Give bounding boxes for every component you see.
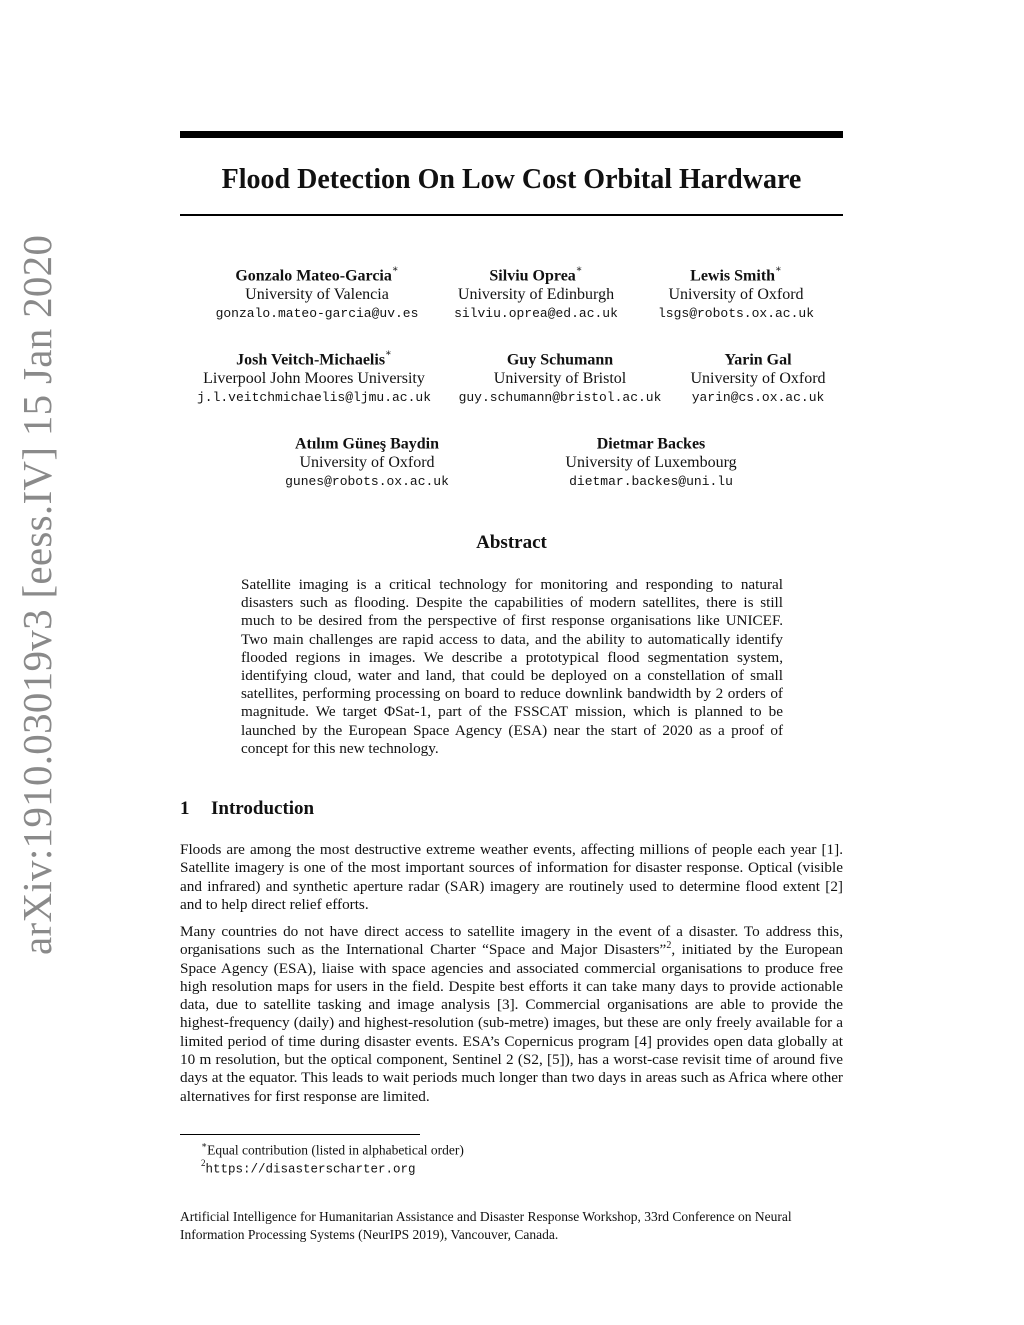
author-block — [690, 346, 825, 407]
author-email[interactable]: dietmar.backes@uni.lu — [569, 474, 733, 490]
footnote-ref: 2 — [666, 940, 672, 952]
arxiv-identifier-stamp: arXiv:1910.03019v3 [eess.IV] 15 Jan 2020 — [14, 234, 60, 955]
author-name: Lewis Smith∗ — [690, 264, 782, 285]
author-name: Silviu Oprea∗ — [489, 264, 583, 285]
author-affiliation: University of Oxford — [690, 370, 826, 388]
author-email[interactable]: gunes@robots.ox.ac.uk — [285, 474, 449, 490]
author-email[interactable]: yarin@cs.ox.ac.uk — [691, 390, 825, 406]
author-block — [459, 346, 662, 407]
author-affiliation: University of Edinburgh — [457, 286, 615, 304]
title-bottom-rule — [180, 214, 843, 216]
abstract-heading: Abstract — [476, 532, 547, 553]
author-name: Dietmar Backes — [596, 435, 706, 453]
author-email[interactable]: guy.schumann@bristol.ac.uk — [458, 390, 662, 406]
footnote-divider — [180, 1134, 420, 1135]
author-email[interactable]: j.l.veitchmichaelis@ljmu.ac.uk — [196, 390, 432, 406]
section-title: Introduction — [211, 798, 315, 819]
intro-paragraph-1: Floods are among the most destructive extreme weather events, affecting millions of people each year [1]. Satellite imagery is one of the most important sources of information for disaster response. Optical (visible and infrared) and synthetic aperture radar (SAR) imagery are routinely used to determine flood extent [2] and to help direct relief efforts. — [180, 841, 843, 913]
author-name: Gonzalo Mateo-Garcia∗ — [235, 264, 399, 285]
author-name: Guy Schumann — [506, 351, 614, 369]
author-block — [285, 430, 449, 491]
author-email[interactable]: lsgs@robots.ox.ac.uk — [657, 306, 815, 322]
author-affiliation: University of Valencia — [245, 286, 389, 304]
author-name: Atılım Güneş Baydin — [294, 435, 440, 453]
author-email[interactable]: silviu.oprea@ed.ac.uk — [454, 306, 618, 322]
author-affiliation: University of Bristol — [493, 370, 627, 388]
author-block — [658, 262, 814, 323]
abstract-text: Satellite imaging is a critical technology for monitoring and responding to natural disasters such as flooding. Despite the capabilities of modern satellites, there is still much to be desired from the perspective of first response organisations like UNICEF. Two main challenges are rapid access to data, and the ability to automatically identify flooded regions in images. We describe a prototypical flood segmentation system, identifying cloud, water and land, that could be deployed on a constellation of small satellites, performing processing on board to reduce downlink bandwidth by 2 orders of magnitude. We target ΦSat-1, part of the FSSCAT mission, which is planned to be launched by the European Space Agency (ESA) near the start of 2020 as a proof of concept for this new technology. — [241, 576, 783, 757]
author-block — [216, 262, 419, 323]
venue-note: Artificial Intelligence for Humanitarian Assistance and Disaster Response Workshop, 33rd Conference on Neural Information Processing Systems (NeurIPS 2019), Vancouver, Canada. — [180, 1209, 792, 1242]
author-affiliation: University of Luxembourg — [565, 454, 737, 472]
section-heading-introduction — [180, 798, 314, 820]
paper-title: Flood Detection On Low Cost Orbital Hardware — [221, 164, 802, 195]
author-email[interactable]: gonzalo.mateo-garcia@uv.es — [215, 306, 419, 322]
author-block — [565, 430, 736, 491]
author-affiliation: University of Oxford — [299, 454, 435, 472]
footnote-equal-contribution: ∗Equal contribution (listed in alphabetical order) — [201, 1140, 464, 1158]
title-top-rule — [180, 131, 843, 138]
author-affiliation: Liverpool John Moores University — [203, 370, 425, 388]
author-block — [197, 346, 431, 407]
author-block — [454, 262, 618, 323]
author-affiliation: University of Oxford — [668, 286, 804, 304]
author-name: Josh Veitch-Michaelis∗ — [236, 348, 392, 369]
section-number: 1 — [180, 798, 190, 819]
footnote-charter-url[interactable]: $^2$https://disasterscharter.org — [201, 1158, 416, 1177]
author-name: Yarin Gal — [724, 351, 792, 369]
intro-paragraph-2: Many countries do not have direct access to satellite imagery in the event of a disaster. To address this, organisations such as the International Charter “Space and Major Disasters”$^2$, initiated by the European Space Agency (ESA), liaise with space agencies and associated commercial organisations to produce free high resolution maps for users in the field. Despite best efforts it can take many days to provide actionable data, due to satellite tasking and image analysis [3]. Commercial organisations are able to provide the highest-frequency (daily) and highest-resolution (sub-metre) images, but these are only freely available for a limited period of time during disaster events. ESA’s Copernicus program [4] provides open data globally at 10 m resolution, but the optical component, Sentinel 2 (S2, [5]), has a worst-case revisit time of around five days at the equator. This leads to wait periods much longer than two days in areas such as Africa where other alternatives for first response are limited. — [180, 923, 844, 1105]
